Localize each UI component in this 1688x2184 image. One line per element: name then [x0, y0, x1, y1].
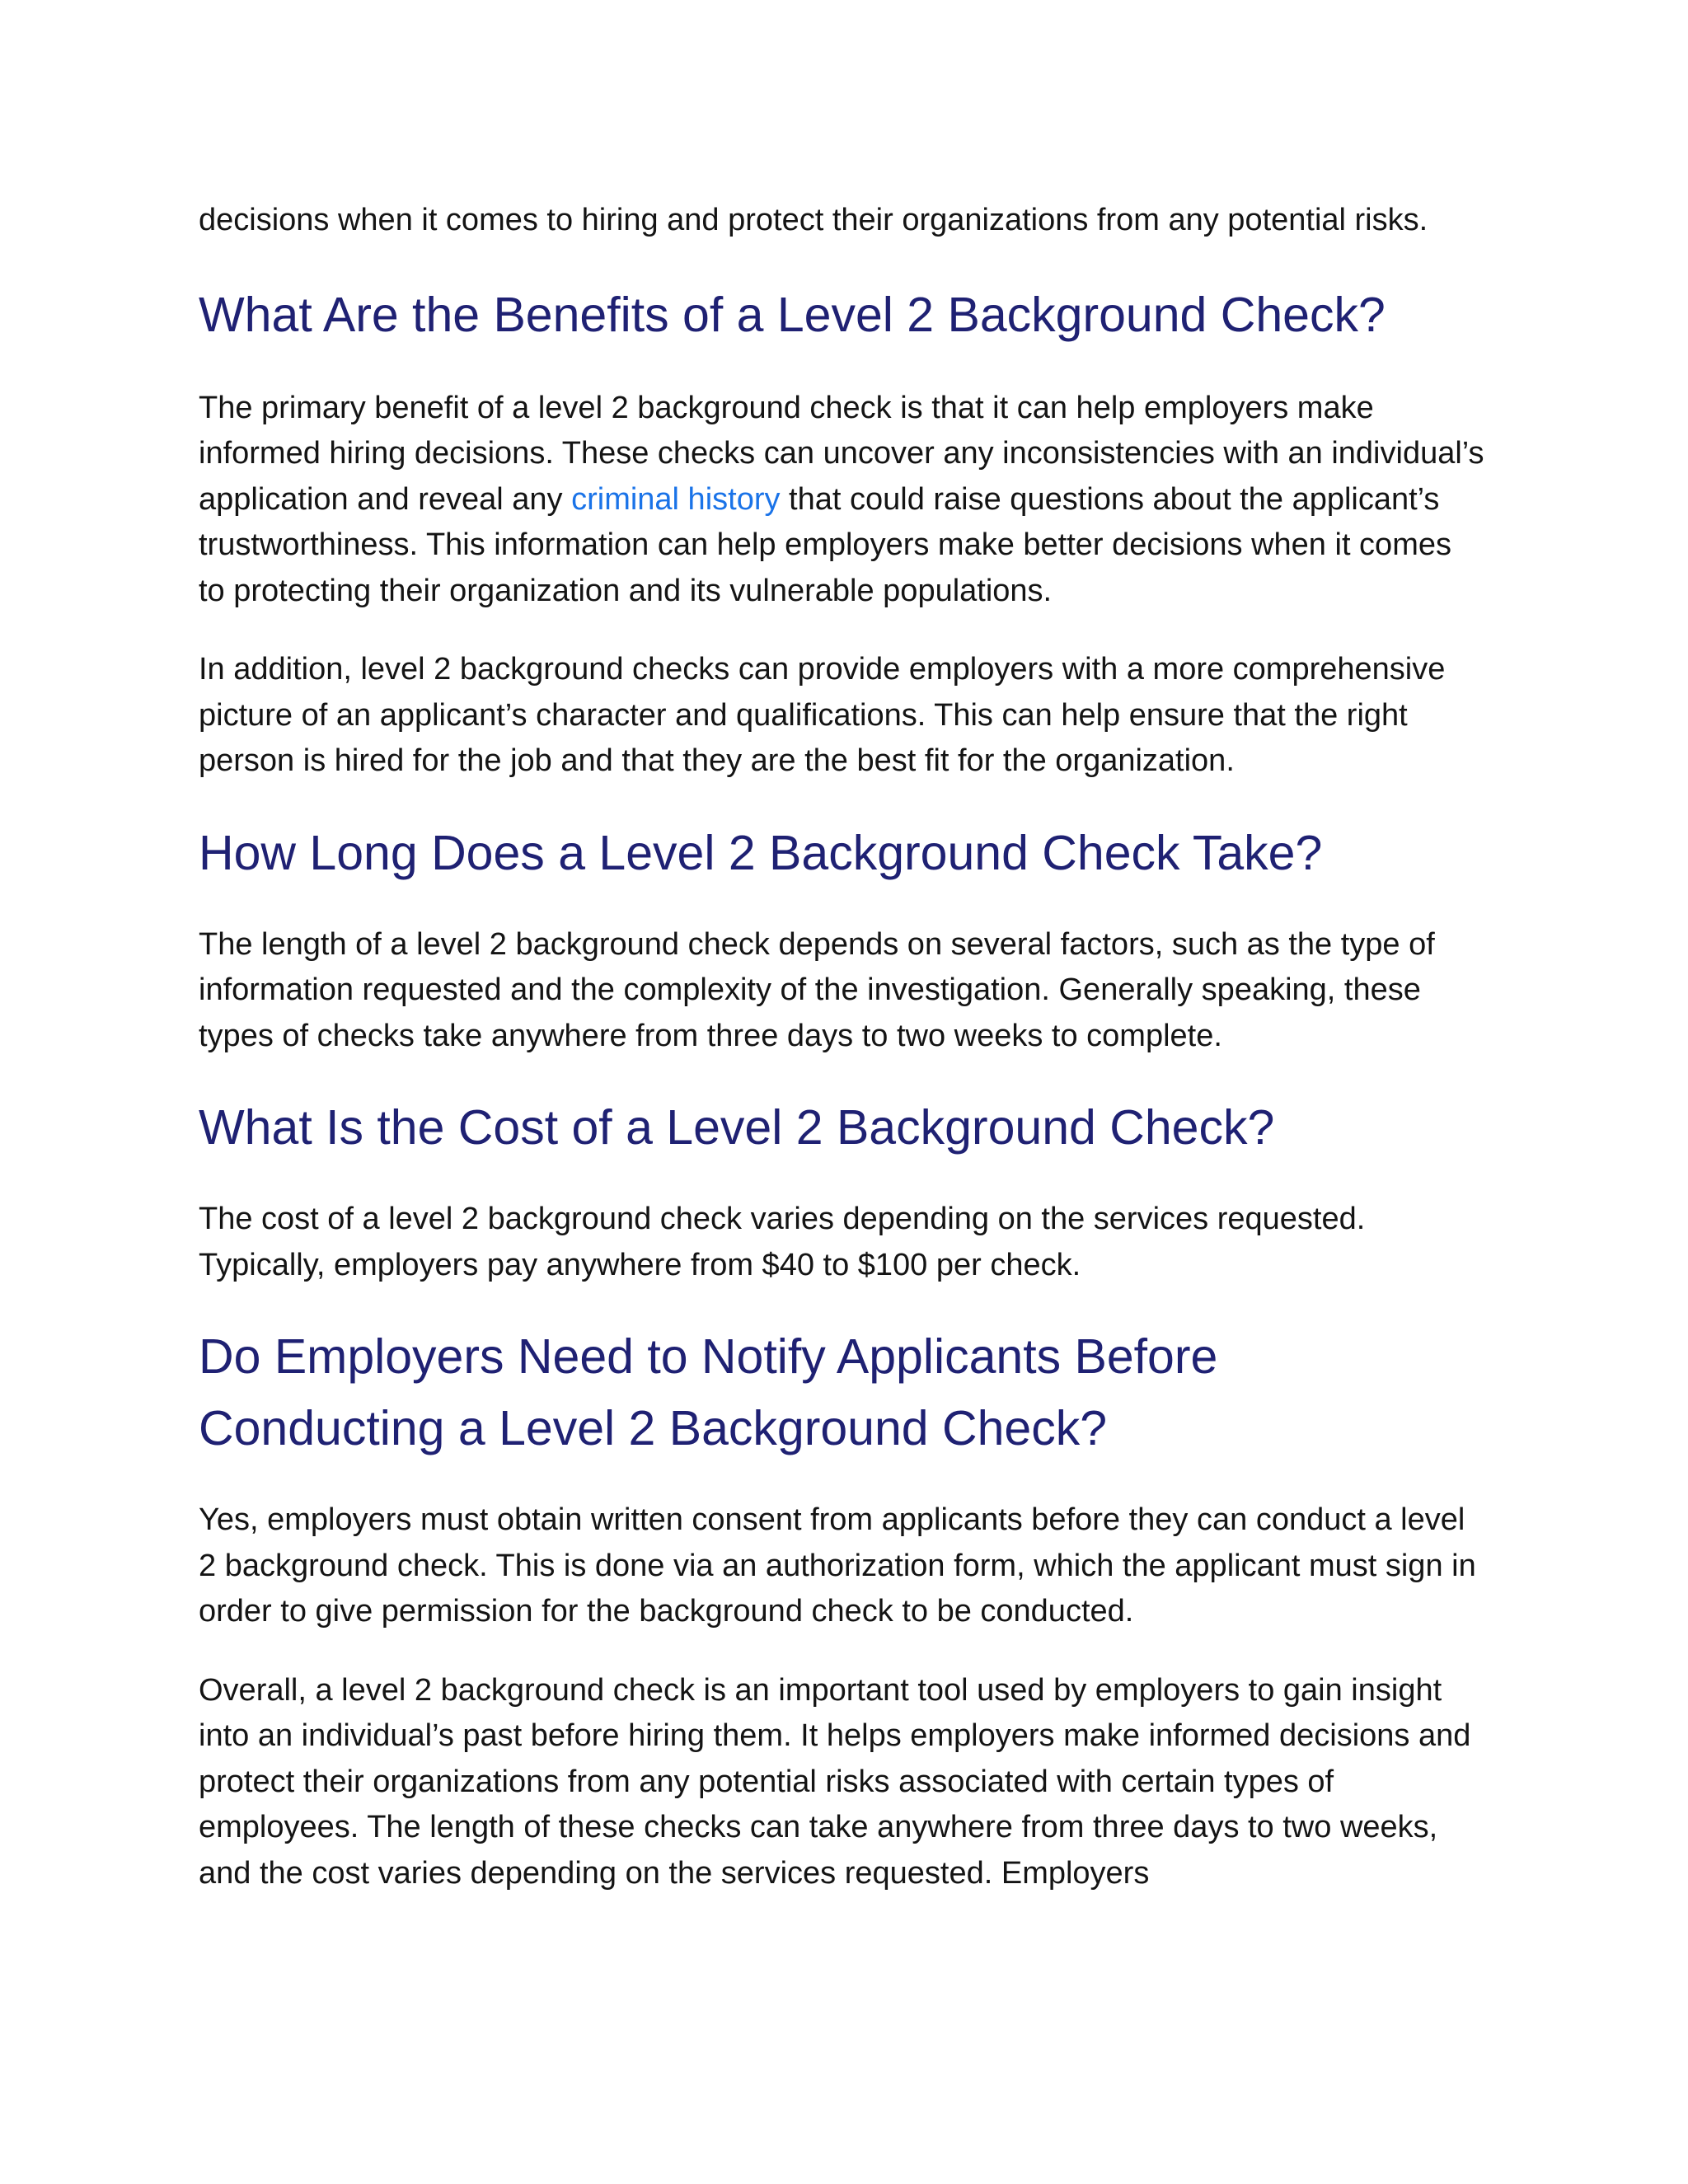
heading-notification: Do Employers Need to Notify Applicants Before Conducting a Level 2 Background Check?	[199, 1329, 1218, 1455]
heading-cost: What Is the Cost of a Level 2 Background Check?	[199, 1100, 1275, 1155]
benefits-paragraph-1	[199, 386, 1486, 615]
benefits-paragraph-2: In addition, level 2 background checks can provide employers with a more comprehensive picture of an applicant’s character and qualifications. This can help ensure that the right person is hired for the job and that they are the best fit for the organization.	[199, 652, 1446, 778]
intro-paragraph: decisions when it comes to hiring and protect their organizations from any potential risks.	[199, 203, 1428, 237]
heading-duration: How Long Does a Level 2 Background Check Take?	[199, 825, 1323, 880]
overall-paragraph: Overall, a level 2 background check is an important tool used by employers to gain insight into an individual’s past before hiring them. It helps employers make informed decisions and protect their organizations from any potential risks associated with certain types of employees. The length of these checks can take anywhere from three days to two weeks, and the cost varies depending on the services requested. Employers	[199, 1672, 1471, 1891]
criminal-history-link[interactable]: criminal history	[571, 481, 781, 517]
benefits-paragraph-1-text-b: that could raise questions about the applicant’s trustworthiness. This information can help employers make better decisions when it comes to protecting their organization and its vulnerable populations.	[199, 481, 1451, 608]
cost-paragraph: The cost of a level 2 background check varies depending on the services requested. Typically, employers pay anywhere from $40 to $100 per check.	[199, 1202, 1366, 1282]
duration-paragraph: The length of a level 2 background check depends on several factors, such as the type of information requested and the complexity of the investigation. Generally speaking, these types of checks take anywhere from three days to two weeks to complete.	[199, 926, 1435, 1053]
benefits-paragraph-1-text-a: The primary benefit of a level 2 background check is that it can help employers make informed hiring decisions. These checks can uncover any inconsistencies with an individual’s application and reveal any	[199, 390, 1484, 517]
notification-paragraph: Yes, employers must obtain written consent from applicants before they can conduct a level 2 background check. This is done via an authorization form, which the applicant must sign in order to give permission for the background check to be conducted.	[199, 1502, 1476, 1629]
heading-benefits: What Are the Benefits of a Level 2 Background Check?	[199, 287, 1386, 342]
